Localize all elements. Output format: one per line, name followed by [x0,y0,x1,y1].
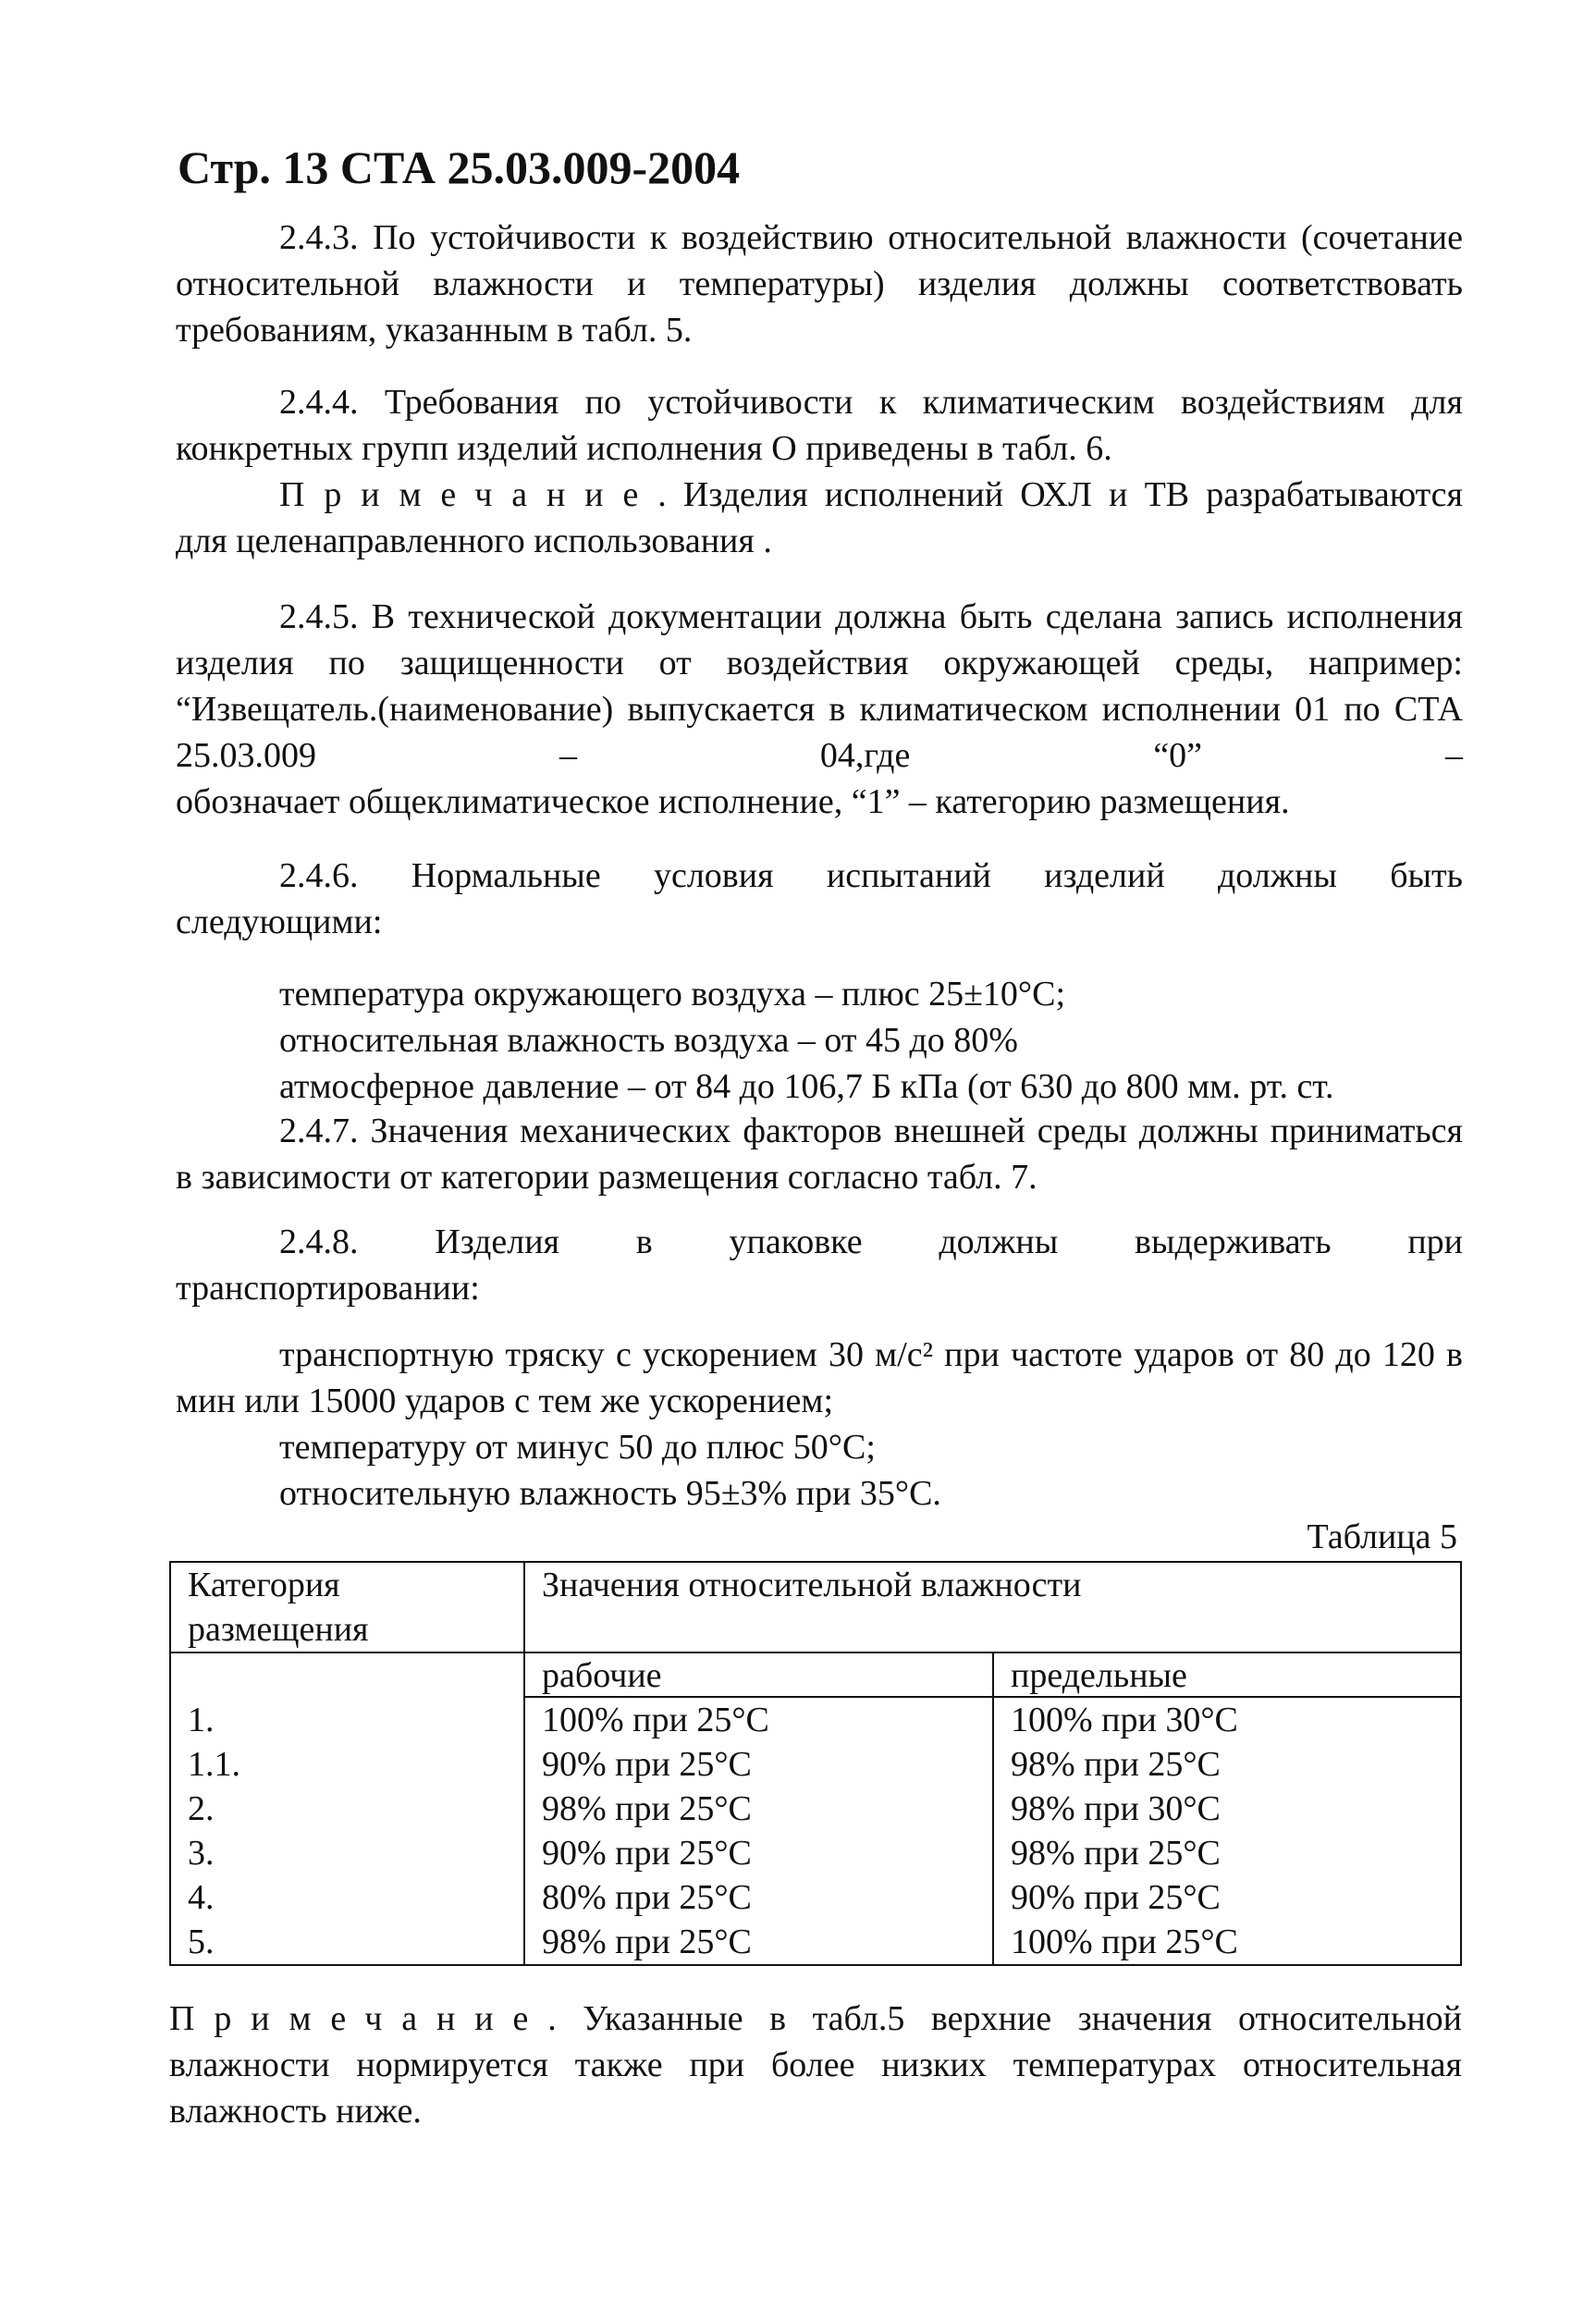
section-2-4-6 [176,853,1463,1110]
condition-pressure: атмосферное давление – от 84 до 106,7 Б кПа (от 630 до 800 мм. рт. ст. [279,1067,1334,1106]
humidity-table [169,1561,1462,1966]
working-3: 90% при 25°С [542,1834,752,1873]
section-2-4-5-text: 2.4.5. В технической документации должна быть сделана запись исполнения изделия по защищенности от воздействия окружающей среды, например: “Извещатель.(наименование) выпускается в климатическом исполнении 01 по СТА 25.03.009 – 04,где “0” – [176,597,1463,775]
section-2-4-7 [176,1108,1463,1200]
category-4: 4. [188,1878,215,1917]
note-1 [176,472,1463,564]
transport-humidity: относительную влажность 95±3% при 35°С. [279,1474,941,1513]
limit-4: 90% при 25°С [1011,1878,1221,1917]
working-column [524,1652,993,1965]
working-1: 100% при 25°С [542,1701,769,1739]
category-1-1: 1.1. [188,1745,240,1784]
note-1-label: Примечание [279,475,658,514]
transport-shaking: транспортную тряску с ускорением 30 м/с² при частоте ударов от 80 до 120 в мин или 15000 ударов с тем же ускорением; [176,1335,1463,1420]
limit-3: 98% при 25°С [1011,1834,1221,1873]
category-2: 2. [188,1789,215,1828]
transport-temperature: температуру от минус 50 до плюс 50°С; [279,1428,876,1467]
head-humidity: Значения относительной влажности [524,1562,1461,1652]
section-2-4-8 [176,1219,1463,1517]
category-1: 1. [188,1701,215,1739]
subhead-working: рабочие [525,1653,992,1698]
section-2-4-3-text: 2.4.3. По устойчивости к воздействию относительной влажности (сочетание относительной влажности и температуры) изделия должны соответствовать требованиям, указанным в табл. 5. [176,218,1463,350]
section-2-4-7-text: 2.4.7. Значения механических факторов внешней среды должны приниматься в зависимости от категории размещения согласно табл. 7. [176,1112,1463,1197]
head-category: Категория размещения [170,1562,524,1652]
section-2-4-3 [176,215,1463,353]
table-caption: Таблица 5 [1307,1517,1457,1556]
condition-humidity: относительная влажность воздуха – от 45 до 80% [279,1021,1018,1060]
limit-2: 98% при 30°С [1011,1789,1221,1828]
section-2-4-4-text: 2.4.4. Требования по устойчивости к климатическим воздействиям для конкретных групп изделий исполнения О приведены в табл. 6. [176,383,1463,468]
subhead-limit: предельные [994,1653,1460,1698]
condition-temperature: температура окружающего воздуха – плюс 25±10°С; [279,975,1066,1014]
table-head-row [170,1562,1461,1652]
section-2-4-8-text: 2.4.8. Изделия в упаковке должны выдерживать при [279,1222,1463,1261]
note-2 [169,1996,1462,2134]
note-2-label: Примечание [169,1999,548,2038]
note-2-text: . Указанные в табл.5 верхние значения относительной влажности нормируется также при более низких температурах относительная влажность ниже. [169,1999,1462,2131]
section-2-4-8-text-end: транспортировании: [176,1269,480,1308]
working-2: 98% при 25°С [542,1789,752,1828]
page-header: Стр. 13 СТА 25.03.009-2004 [178,141,741,193]
category-3: 3. [188,1834,215,1873]
section-2-4-6-text-end: следующими: [176,903,383,941]
working-1-1: 90% при 25°С [542,1745,752,1784]
working-5: 98% при 25°С [542,1923,752,1961]
note-1-text: . Изделия исполнений ОХЛ и ТВ разрабатываются для целенаправленного использования . [176,475,1463,560]
section-2-4-6-text: 2.4.6. Нормальные условия испытаний изделий должны быть [279,856,1463,895]
limit-1-1: 98% при 25°С [1011,1745,1221,1784]
category-column [170,1652,524,1965]
table-body-row [170,1652,1461,1965]
working-4: 80% при 25°С [542,1878,752,1917]
limit-5: 100% при 25°С [1011,1923,1238,1961]
section-2-4-5-text-end: обозначает общеклиматическое исполнение, “1” – категорию размещения. [176,782,1290,821]
limit-column [993,1652,1461,1965]
category-5: 5. [188,1923,215,1961]
section-2-4-4 [176,379,1463,564]
section-2-4-5 [176,594,1463,825]
limit-1: 100% при 30°С [1011,1701,1238,1739]
